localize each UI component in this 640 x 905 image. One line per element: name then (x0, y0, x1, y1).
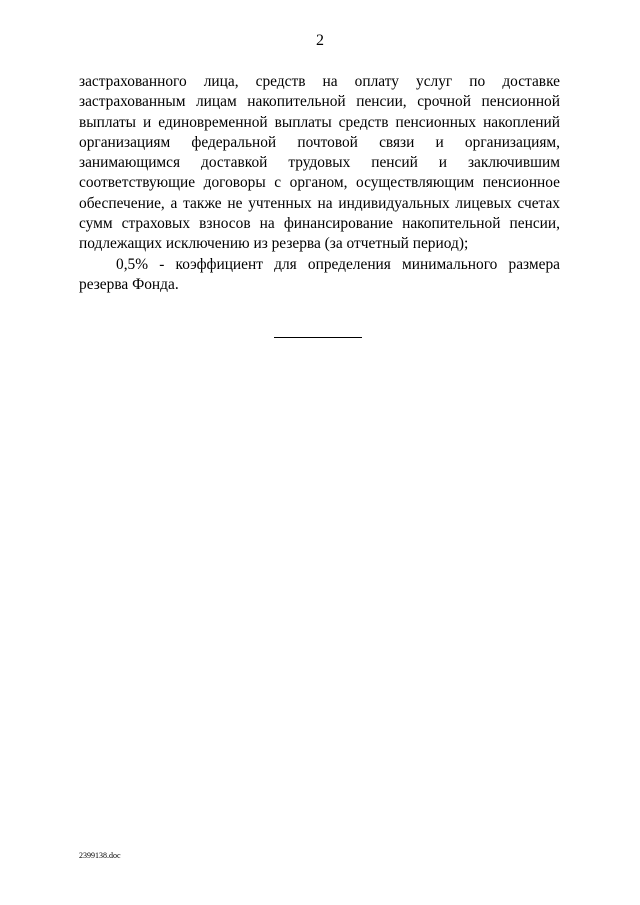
paragraph-coefficient: 0,5% - коэффициент для определения минимального размера резерва Фонда. (79, 255, 560, 293)
document-body (79, 72, 560, 295)
footer-file-reference: 2399138.doc (79, 851, 121, 860)
end-separator-line (274, 337, 362, 338)
paragraph-continuation: застрахованного лица, средств на оплату услуг по доставке застрахованным лицам накопительной пенсии, срочной пенсионной выплаты и единовременной выплаты средств пенсионных накоплений организациям федеральной почтовой связи и организациям, занимающимся доставкой трудовых пенсий и заключившим соответствующие договоры с органом, осуществляющим пенсионное обеспечение, а также не учтенных на индивидуальных лицевых счетах сумм страховых взносов на финансирование накопительной пенсии, подлежащих исключению из резерва (за отчетный период); (79, 73, 560, 253)
page-number: 2 (316, 32, 324, 49)
